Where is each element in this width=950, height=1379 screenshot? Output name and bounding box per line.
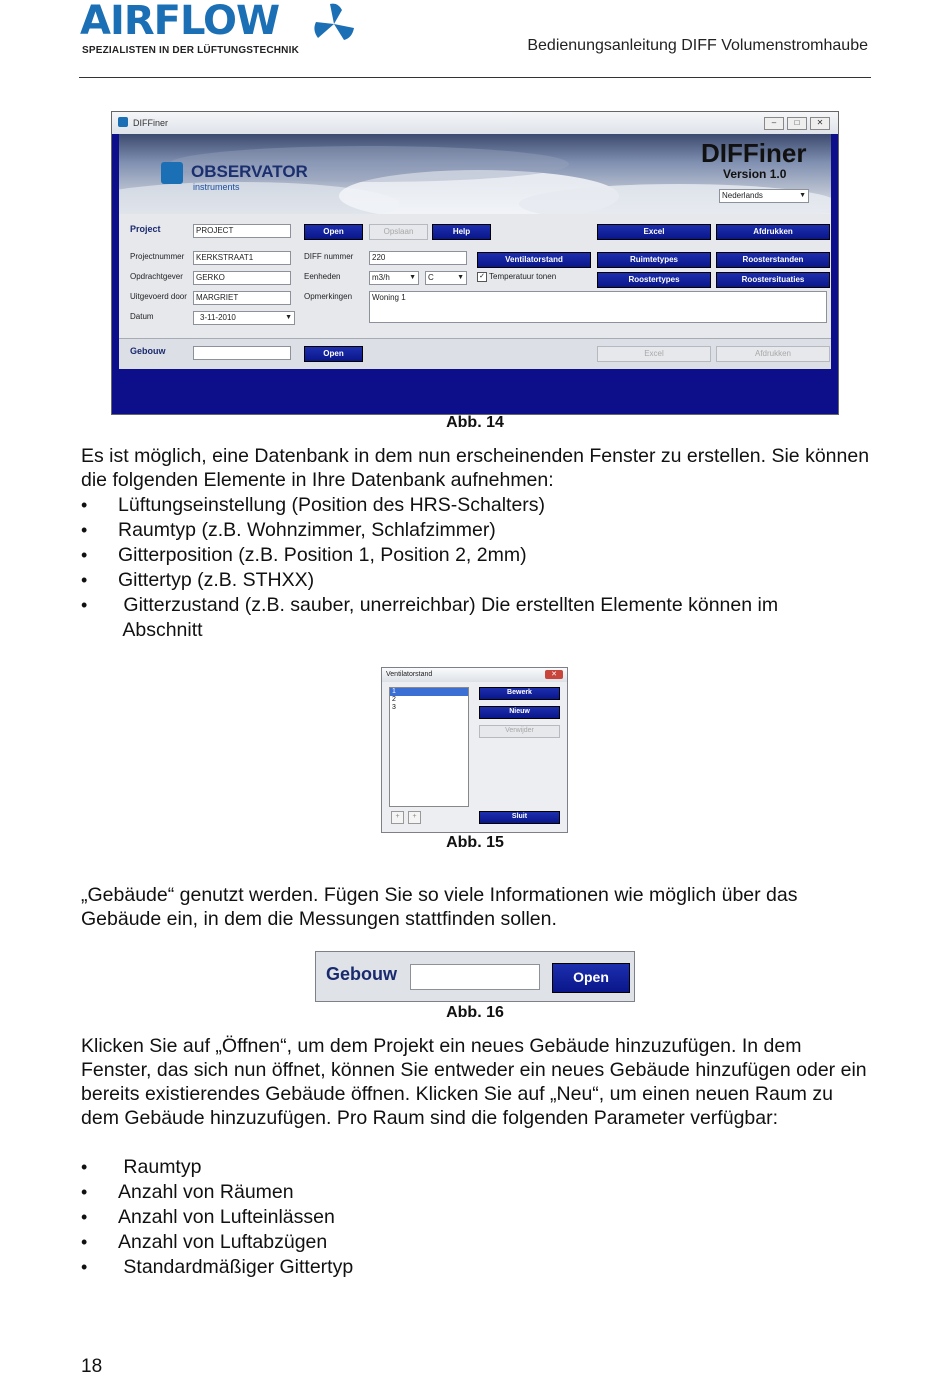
- figure-caption-15: Abb. 15: [446, 834, 504, 851]
- gebouw-label: Gebouw: [130, 346, 166, 356]
- datum-label: Datum: [130, 312, 154, 321]
- list-item: • Anzahl von Lufteinlässen: [81, 1205, 881, 1230]
- opmerkingen-label: Opmerkingen: [304, 292, 353, 301]
- projectnummer-label: Projectnummer: [130, 252, 185, 261]
- app-icon: [118, 117, 128, 127]
- list-item: • Gittertyp (z.B. STHXX): [81, 568, 881, 593]
- move-down-icon[interactable]: +: [408, 811, 421, 824]
- fan-logo-icon: [312, 2, 356, 46]
- move-up-icon[interactable]: +: [391, 811, 404, 824]
- gebouw-panel: [315, 951, 635, 1002]
- close-icon[interactable]: ✕: [810, 117, 830, 130]
- roosterstanden-button[interactable]: Roosterstanden: [716, 252, 830, 268]
- datum-select[interactable]: 3-11-2010 ▼: [193, 311, 295, 325]
- gebaeude-paragraph: „Gebäude“ genutzt werden. Fügen Sie so viele Informationen wie möglich über das Gebäude ein, in dem die Messungen stattfinden sollen.: [81, 884, 798, 930]
- diff-number-input[interactable]: 220: [369, 251, 467, 265]
- maximize-icon[interactable]: □: [787, 117, 807, 130]
- sluit-button[interactable]: Sluit: [479, 811, 560, 824]
- bewerk-button[interactable]: Bewerk: [479, 687, 560, 700]
- print-button[interactable]: Afdrukken: [716, 224, 830, 240]
- nieuw-button[interactable]: Nieuw: [479, 706, 560, 719]
- header-divider: [79, 77, 871, 78]
- temperature-checkbox-label: Temperatuur tonen: [489, 272, 557, 281]
- help-button[interactable]: Help: [432, 224, 491, 240]
- ventilatorstand-list[interactable]: [389, 687, 469, 807]
- gebouw-input[interactable]: [193, 346, 291, 360]
- document-title: Bedienungsanleitung DIFF Volumenstromhaube: [527, 37, 868, 54]
- roostersituaties-button[interactable]: Roostersituaties: [716, 272, 830, 288]
- roostertypes-button[interactable]: Roostertypes: [597, 272, 711, 288]
- ventilatorstand-button[interactable]: Ventilatorstand: [477, 252, 591, 268]
- figure-caption-16: Abb. 16: [446, 1004, 504, 1021]
- observator-logo-icon: [161, 162, 183, 184]
- logo-tagline: SPEZIALISTEN IN DER LÜFTUNGSTECHNIK: [82, 45, 300, 56]
- uitgevoerd-input[interactable]: MARGRIET: [193, 291, 291, 305]
- list-item: • Anzahl von Luftabzügen: [81, 1230, 881, 1255]
- language-select[interactable]: Nederlands ▼: [719, 189, 809, 203]
- list-item: • Raumtyp (z.B. Wohnzimmer, Schlafzimmer): [81, 518, 881, 543]
- product-version: Version 1.0: [723, 167, 787, 181]
- eenheden-select[interactable]: m3/h ▼: [369, 271, 419, 285]
- product-name: DIFFiner: [701, 138, 807, 168]
- list-item: • Gitterzustand (z.B. sauber, unerreichbar) Die erstellten Elemente können im Abschnitt: [81, 593, 881, 643]
- window-titlebar: [112, 112, 838, 134]
- project-input[interactable]: PROJECT: [193, 224, 291, 238]
- print-disabled-button[interactable]: Afdrukken: [716, 346, 830, 362]
- uitgevoerd-label: Uitgevoerd door: [130, 292, 187, 301]
- window-title: DIFFiner: [133, 118, 169, 128]
- opdrachtgever-input[interactable]: GERKO: [193, 271, 291, 285]
- verwijder-button[interactable]: Verwijder: [479, 725, 560, 738]
- dialog-title: Ventilatorstand: [386, 671, 433, 678]
- diff-number-label: DIFF nummer: [304, 252, 354, 261]
- temperature-unit-select[interactable]: C ▼: [425, 271, 467, 285]
- close-icon[interactable]: ✕: [545, 670, 563, 679]
- opmerkingen-textarea[interactable]: Woning 1: [369, 291, 827, 323]
- projectnummer-input[interactable]: KERKSTRAAT1: [193, 251, 291, 265]
- intro-paragraph: Es ist möglich, eine Datenbank in dem nun erscheinenden Fenster zu erstellen. Sie können die folgenden Elemente in Ihre Datenbank aufnehmen:: [81, 445, 870, 491]
- list-item: • Gitterposition (z.B. Position 1, Position 2, 2mm): [81, 543, 881, 568]
- list-item: • Raumtyp: [81, 1155, 881, 1180]
- gebouw-row: [119, 338, 831, 369]
- chevron-down-icon: ▼: [409, 274, 416, 281]
- excel-disabled-button[interactable]: Excel: [597, 346, 711, 362]
- diffiner-window: [111, 111, 839, 415]
- figure-caption-14: Abb. 14: [446, 414, 504, 431]
- list-item[interactable]: 3: [392, 704, 396, 711]
- open-gebouw-button[interactable]: Open: [304, 346, 363, 362]
- list-item: • Anzahl von Räumen: [81, 1180, 881, 1205]
- project-label: Project: [130, 224, 161, 234]
- open-button[interactable]: Open: [552, 963, 630, 993]
- database-items-list: [81, 493, 881, 643]
- open-project-button[interactable]: Open: [304, 224, 363, 240]
- list-item: • Standardmäßiger Gittertyp: [81, 1255, 881, 1280]
- list-item[interactable]: 2: [392, 696, 396, 703]
- chevron-down-icon: ▼: [457, 274, 464, 281]
- minimize-icon[interactable]: –: [764, 117, 784, 130]
- dialog-titlebar: [382, 668, 567, 682]
- gebouw-input[interactable]: [410, 964, 540, 990]
- list-item: • Lüftungseinstellung (Position des HRS-Schalters): [81, 493, 881, 518]
- brand-name: OBSERVATOR: [191, 162, 308, 181]
- ventilatorstand-dialog: [381, 667, 568, 833]
- excel-button[interactable]: Excel: [597, 224, 711, 240]
- chevron-down-icon: ▼: [799, 192, 806, 199]
- temperature-checkbox[interactable]: ✓: [477, 272, 487, 282]
- instructions-paragraph: Klicken Sie auf „Öffnen“, um dem Projekt ein neues Gebäude hinzuzufügen. In dem Fenster, das sich nun öffnet, können Sie entweder ein neues Gebäude hinzufügen oder ein bereits existierendes Gebäude öffnen. Klicken Sie auf „Neu“, um einen neuen Raum zu dem Gebäude hinzuzufügen. Pro Raum sind die folgenden Parameter verfügbar:: [81, 1035, 867, 1129]
- airflow-logo: AIRFLOW: [80, 0, 280, 44]
- page-number: 18: [81, 1356, 103, 1377]
- save-button[interactable]: Opslaan: [369, 224, 428, 240]
- eenheden-label: Eenheden: [304, 272, 341, 281]
- brand-subtitle: instruments: [193, 182, 240, 192]
- gebouw-label: Gebouw: [326, 964, 397, 984]
- chevron-down-icon: ▼: [285, 314, 292, 321]
- list-item[interactable]: 1: [390, 688, 468, 696]
- ruimtetypes-button[interactable]: Ruimtetypes: [597, 252, 711, 268]
- app-banner: [119, 134, 831, 214]
- opdrachtgever-label: Opdrachtgever: [130, 272, 183, 281]
- room-parameters-list: [81, 1155, 881, 1280]
